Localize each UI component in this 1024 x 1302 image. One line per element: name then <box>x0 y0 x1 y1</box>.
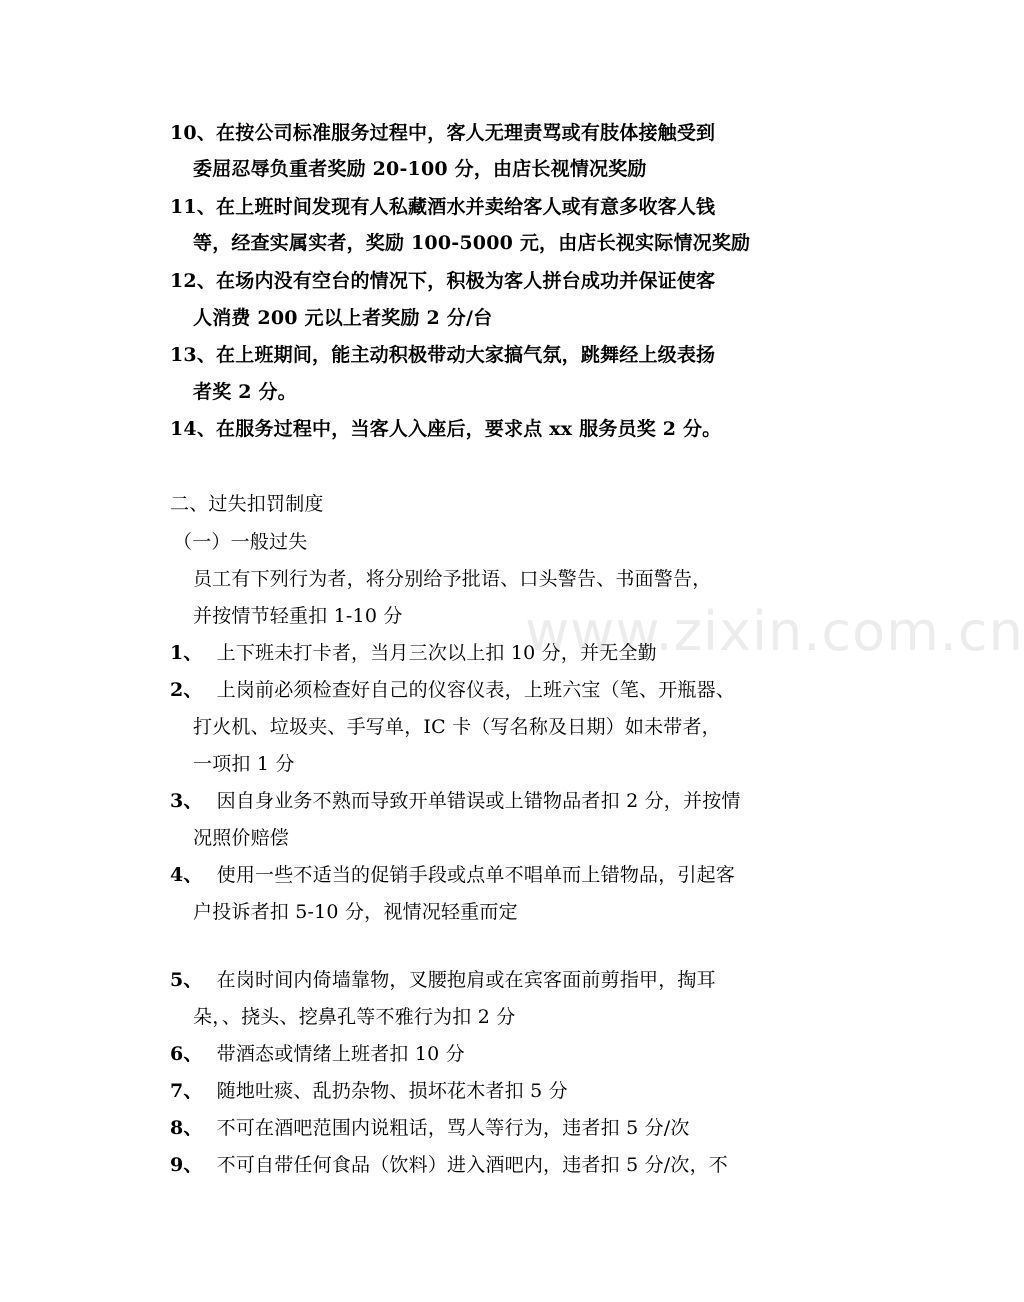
penalty-item-text: 上下班未打卡者，当月三次以上扣 10 分，并无全勤 <box>216 642 657 664</box>
reward-item-text: 在上班时间发现有人私藏酒水并卖给客人或有意多收客人钱 <box>216 196 716 218</box>
penalty-item-text: 使用一些不适当的促销手段或点单不唱单而上错物品，引起客 <box>216 864 736 886</box>
penalty-item-number: 1、 <box>170 642 203 664</box>
reward-item-number: 13、 <box>170 344 217 366</box>
reward-item-11-line-2: 等，经查实属实者，奖励 100-5000 元，由店长视实际情况奖励 <box>193 232 751 254</box>
intro-line-1: 员工有下列行为者，将分别给予批语、口头警告、书面警告， <box>193 568 712 590</box>
penalty-item-4-line-1 <box>170 862 735 888</box>
reward-item-text: 在按公司标准服务过程中，客人无理责骂或有肢体接触受到 <box>216 122 716 144</box>
reward-item-text: 在上班期间，能主动积极带动大家搞气氛，跳舞经上级表扬 <box>216 344 716 366</box>
penalty-item-text: 不可在酒吧范围内说粗话，骂人等行为，违者扣 5 分/次 <box>216 1117 690 1139</box>
intro-line-2: 并按情节轻重扣 1-10 分 <box>193 605 403 627</box>
reward-item-text: 在服务过程中，当客人入座后，要求点 xx 服务员奖 2 分。 <box>216 418 722 440</box>
reward-item-12-line-1 <box>170 268 715 294</box>
reward-item-13-line-1 <box>170 342 715 368</box>
penalty-item-3-line-1 <box>170 788 741 814</box>
subsection-title: （一）一般过失 <box>173 531 308 553</box>
penalty-item-6-line-1 <box>170 1041 465 1067</box>
penalty-item-number: 2、 <box>170 679 203 701</box>
reward-item-number: 10、 <box>170 122 217 144</box>
penalty-item-5-line-1 <box>170 967 716 993</box>
penalty-item-number: 4、 <box>170 864 203 886</box>
penalty-item-number: 6、 <box>170 1043 203 1065</box>
penalty-item-2-line-2: 打火机、垃圾夹、手写单，IC 卡（写名称及日期）如未带者， <box>193 716 721 738</box>
penalty-item-5-line-2: 朵，、挠头、挖鼻孔等不雅行为扣 2 分 <box>193 1006 516 1028</box>
reward-item-11-line-1 <box>170 194 715 220</box>
section-title: 二、过失扣罚制度 <box>170 493 324 515</box>
reward-item-12-line-2: 人消费 200 元以上者奖励 2 分/台 <box>193 307 493 329</box>
penalty-item-number: 7、 <box>170 1080 203 1102</box>
penalty-item-number: 5、 <box>170 969 203 991</box>
reward-item-text: 在场内没有空台的情况下，积极为客人拼台成功并保证使客 <box>216 270 716 292</box>
reward-item-number: 12、 <box>170 270 217 292</box>
penalty-item-text: 带酒态或情绪上班者扣 10 分 <box>216 1043 465 1065</box>
reward-item-14-line-1 <box>170 416 721 442</box>
penalty-item-8-line-1 <box>170 1115 690 1141</box>
penalty-item-1-line-1 <box>170 640 657 666</box>
penalty-item-text: 不可自带任何食品（饮料）进入酒吧内，违者扣 5 分/次，不 <box>216 1154 728 1176</box>
penalty-item-3-line-2: 况照价赔偿 <box>193 827 290 849</box>
reward-item-10-line-1 <box>170 120 715 146</box>
penalty-item-2-line-1 <box>170 677 735 703</box>
penalty-item-2-line-3: 一项扣 1 分 <box>193 753 295 775</box>
penalty-item-4-line-2: 户投诉者扣 5-10 分，视情况轻重而定 <box>193 901 518 923</box>
penalty-item-number: 9、 <box>170 1154 203 1176</box>
watermark: www.zixin.com.cn <box>525 600 1024 663</box>
penalty-item-text: 上岗前必须检查好自己的仪容仪表，上班六宝（笔、开瓶器、 <box>216 679 736 701</box>
penalty-item-9-line-1 <box>170 1152 728 1178</box>
penalty-item-text: 因自身业务不熟而导致开单错误或上错物品者扣 2 分，并按情 <box>216 790 741 812</box>
penalty-item-number: 3、 <box>170 790 203 812</box>
reward-item-number: 14、 <box>170 418 217 440</box>
penalty-item-number: 8、 <box>170 1117 203 1139</box>
penalty-item-text: 随地吐痰、乱扔杂物、损坏花木者扣 5 分 <box>216 1080 568 1102</box>
penalty-item-7-line-1 <box>170 1078 568 1104</box>
reward-item-13-line-2: 者奖 2 分。 <box>193 381 297 403</box>
reward-item-number: 11、 <box>170 196 217 218</box>
penalty-item-text: 在岗时间内倚墙靠物，叉腰抱肩或在宾客面前剪指甲，掏耳 <box>216 969 716 991</box>
reward-item-10-line-2: 委屈忍辱负重者奖励 20-100 分，由店长视情况奖励 <box>193 158 647 180</box>
